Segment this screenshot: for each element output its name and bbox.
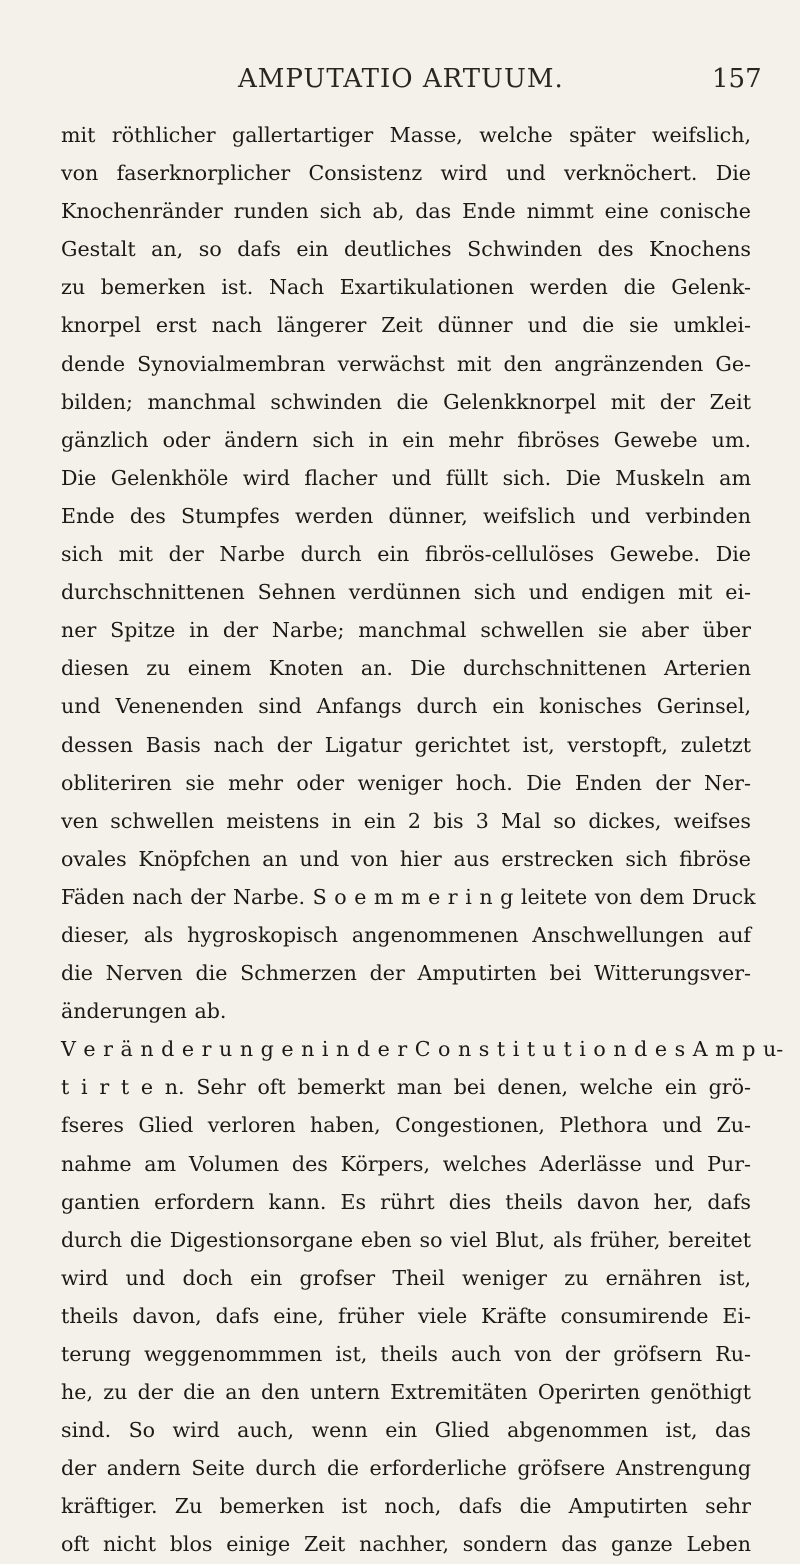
text-line: dessen Basis nach der Ligatur gerichtet ist, verstopft, zuletzt	[61, 732, 751, 757]
text-line: sich mit der Narbe durch ein fibrös-cellulöses Gewebe. Die	[61, 542, 751, 567]
text-line: bilden; manchmal schwinden die Gelenkknorpel mit der Zeit	[61, 389, 751, 414]
running-title: AMPUTATIO ARTUUM.	[238, 64, 564, 94]
text-line: nahme am Volumen des Körpers, welches Aderlässe und Pur-	[61, 1151, 751, 1176]
text-line: obliteriren sie mehr oder weniger hoch. Die Enden der Ner-	[61, 770, 751, 795]
text-line: he, zu der die an den untern Extremitäten Operirten genöthigt	[61, 1380, 751, 1405]
text-line: V e r ä n d e r u n g e n i n d e r C o n s t i t u t i o n d e s A m p u-	[61, 1037, 784, 1062]
page-header	[0, 64, 800, 104]
text-line: Fäden nach der Narbe. S o e m m e r i n g leitete von dem Druck	[61, 884, 756, 909]
text-line: zu bemerken ist. Nach Exartikulationen werden die Gelenk-	[61, 275, 751, 300]
text-line: Ende des Stumpfes werden dünner, weifslich und verbinden	[61, 503, 751, 528]
text-line: durch die Digestionsorgane eben so viel Blut, als früher, bereitet	[61, 1227, 751, 1252]
text-line: Die Gelenkhöle wird flacher und füllt sich. Die Muskeln am	[61, 465, 751, 490]
text-line: sind. So wird auch, wenn ein Glied abgenommen ist, das	[61, 1418, 751, 1443]
text-line: t i r t e n. Sehr oft bemerkt man bei denen, welche ein grö-	[61, 1075, 751, 1100]
text-line: diesen zu einem Knoten an. Die durchschnittenen Arterien	[61, 656, 751, 681]
text-line: gantien erfordern kann. Es rührt dies theils davon her, dafs	[61, 1189, 751, 1214]
text-line: wird und doch ein grofser Theil weniger zu ernähren ist,	[61, 1265, 751, 1290]
text-line: Gestalt an, so dafs ein deutliches Schwinden des Knochens	[61, 237, 751, 262]
text-line: ner Spitze in der Narbe; manchmal schwellen sie aber über	[61, 618, 751, 643]
text-line: gänzlich oder ändern sich in ein mehr fibröses Gewebe um.	[61, 427, 751, 452]
page-number: 157	[712, 64, 762, 94]
text-line: terung weggenommmen ist, theils auch von der gröfsern Ru-	[61, 1342, 751, 1366]
text-line: von faserknorplicher Consistenz wird und verknöchert. Die	[61, 161, 751, 186]
text-line: theils davon, dafs eine, früher viele Kräfte consumirende Ei-	[61, 1303, 751, 1328]
text-line: und Venenenden sind Anfangs durch ein konisches Gerinsel,	[61, 694, 751, 719]
text-line: der andern Seite durch die erforderliche gröfsere Anstrengung	[61, 1456, 751, 1481]
text-line: mit röthlicher gallertartiger Masse, welche später weifslich,	[61, 123, 751, 147]
text-line: fseres Glied verloren haben, Congestionen, Plethora und Zu-	[61, 1113, 751, 1138]
text-line: knorpel erst nach längerer Zeit dünner und die sie umklei-	[61, 313, 751, 338]
text-line: dieser, als hygroskopisch angenommenen Anschwellungen auf	[61, 922, 751, 947]
text-line: Knochenränder runden sich ab, das Ende nimmt eine conische	[61, 199, 751, 224]
text-line: durchschnittenen Sehnen verdünnen sich und endigen mit ei-	[61, 580, 751, 605]
text-line: ovales Knöpfchen an und von hier aus erstrecken sich fibröse	[61, 846, 751, 871]
text-line: änderungen ab.	[61, 999, 227, 1024]
text-line: kräftiger. Zu bemerken ist noch, dafs die Amputirten sehr	[61, 1494, 751, 1519]
text-line: dende Synovialmembran verwächst mit den angränzenden Ge-	[61, 351, 751, 376]
body-text	[61, 116, 784, 1564]
text-line: ven schwellen meistens in ein 2 bis 3 Mal so dickes, weifses	[61, 808, 751, 833]
text-line: oft nicht blos einige Zeit nachher, sondern das ganze Leben	[61, 1532, 751, 1557]
text-line: die Nerven die Schmerzen der Amputirten bei Witterungsver-	[61, 961, 751, 986]
